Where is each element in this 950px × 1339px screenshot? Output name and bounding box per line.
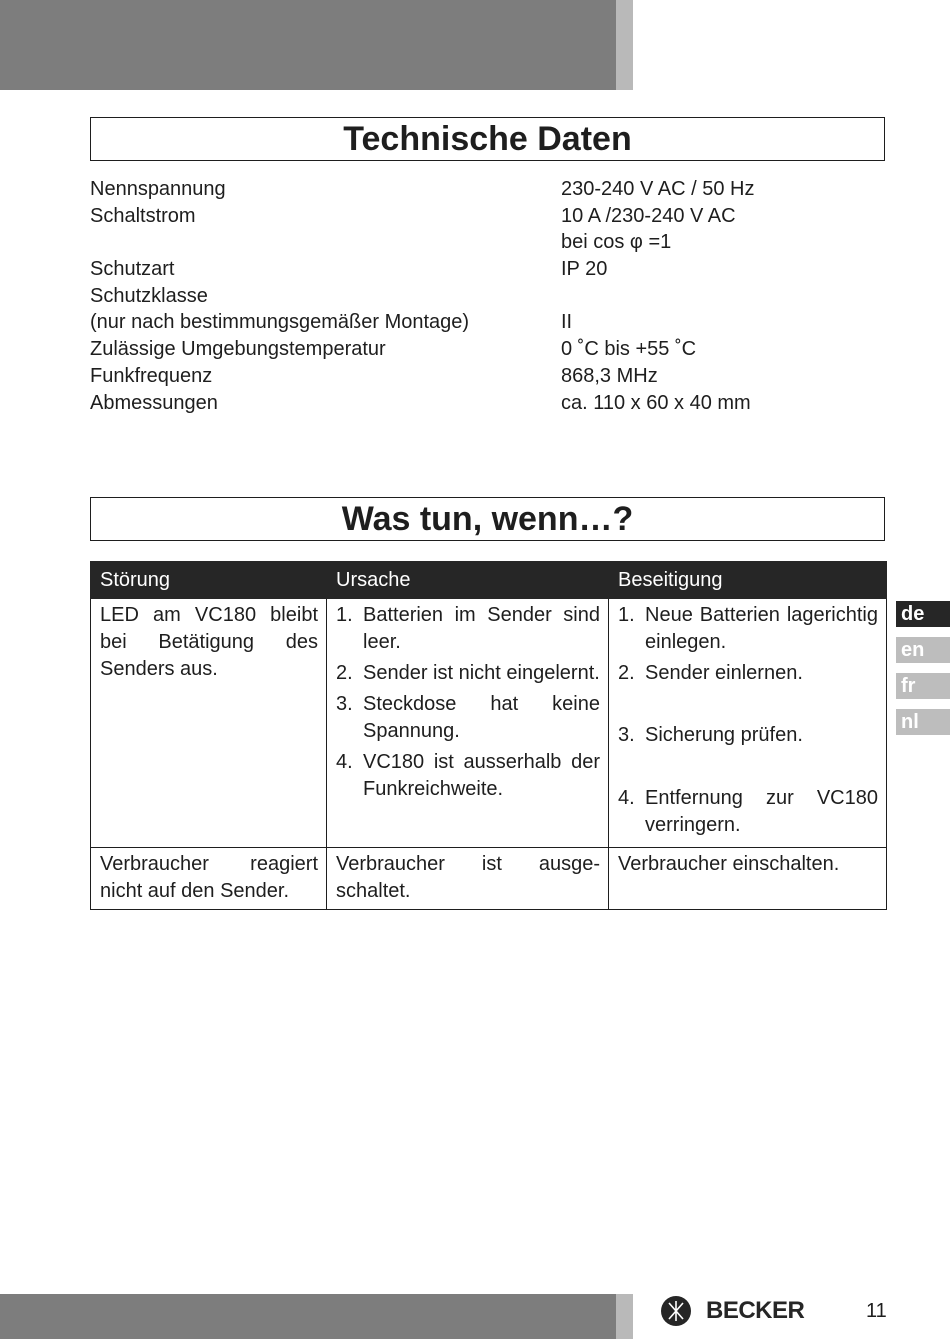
item-number: 3. [336, 693, 353, 715]
spec-value: II [561, 311, 573, 334]
problem-cell: LED am VC180 bleibt bei Betätigung des Senders aus. [91, 599, 327, 848]
item-number: 4. [336, 751, 353, 773]
spec-label: Funkfrequenz [90, 364, 213, 387]
language-tab-fr[interactable]: fr [896, 673, 950, 699]
spec-label: Schutzart [90, 258, 175, 281]
table-row [91, 848, 887, 910]
header-bar-accent [616, 0, 633, 90]
list-item [336, 660, 600, 687]
list-item [618, 722, 878, 749]
item-text: Sender einlernen. [645, 662, 803, 684]
language-tab-de[interactable]: de [896, 601, 950, 627]
list-item [618, 602, 878, 656]
item-number: 4. [618, 787, 635, 809]
footer-bar-accent [616, 1294, 633, 1339]
spec-label: (nur nach bestimmungsgemäßer Montage) [90, 311, 470, 334]
language-tabs [896, 601, 950, 745]
item-text: Steckdose hat keine Spannung. [363, 693, 600, 742]
spec-value: 868,3 MHz [561, 364, 658, 387]
spec-value: 10 A /230-240 V AC [561, 204, 736, 227]
column-header-cause: Ursache [327, 562, 609, 599]
list-item [336, 749, 600, 803]
spec-row [90, 390, 810, 417]
column-header-remedy: Beseitigung [609, 562, 887, 599]
language-tab-en[interactable]: en [896, 637, 950, 663]
table-row [91, 599, 887, 848]
item-text: Entfernung zur VC180 verringern. [645, 787, 878, 836]
list-item [618, 660, 878, 687]
item-number: 1. [336, 604, 353, 626]
spec-label: Schutzklasse [90, 284, 208, 307]
remedy-cell [609, 599, 887, 848]
list-item [336, 602, 600, 656]
spec-label [90, 229, 561, 256]
header-bar [0, 0, 616, 90]
spec-label: Abmessungen [90, 391, 218, 414]
spec-row [90, 203, 810, 230]
remedy-cell: Verbraucher einschalten. [609, 848, 887, 910]
becker-logo-icon [660, 1295, 692, 1327]
item-text: Sender ist nicht eingelernt. [363, 662, 600, 684]
spec-value: IP 20 [561, 258, 608, 281]
spec-label: Zulässige Umgebungstemperatur [90, 338, 386, 361]
list-item [618, 785, 878, 839]
table-header-row [91, 562, 887, 599]
item-text: VC180 ist ausserhalb der Funkreichweite. [363, 751, 600, 800]
spec-row [90, 176, 810, 203]
spec-row [90, 309, 810, 336]
spec-value: 230-240 V AC / 50 Hz [561, 178, 755, 200]
list-item [336, 691, 600, 745]
problem-cell: Verbraucher reagiert nicht auf den Sender. [91, 848, 327, 910]
spec-list [90, 176, 810, 416]
item-text: Sicherung prüfen. [645, 724, 803, 746]
remedy-list [618, 602, 878, 839]
cause-list [336, 602, 600, 803]
item-number: 2. [618, 662, 635, 684]
spec-value: bei cos φ =1 [561, 231, 672, 254]
spec-row [90, 283, 810, 310]
spec-label: Nennspannung [90, 178, 226, 200]
language-tab-nl[interactable]: nl [896, 709, 950, 735]
item-text: Batterien im Sender sind leer. [363, 604, 600, 653]
cause-cell [327, 599, 609, 848]
troubleshooting-table [90, 561, 887, 910]
brand-name: BECKER [706, 1297, 805, 1324]
spec-value: 0 ˚C bis +55 ˚C [561, 338, 697, 361]
spec-row [90, 229, 810, 256]
cause-cell: Verbraucher ist ausgeschaltet. [327, 848, 609, 910]
item-text: Neue Batterien lagerichtig einlegen. [645, 604, 878, 653]
brand-logo [660, 1293, 804, 1329]
item-number: 3. [618, 724, 635, 746]
section-title-troubleshooting: Was tun, wenn…? [90, 497, 885, 541]
column-header-problem: Störung [91, 562, 327, 599]
section-title-technical: Technische Daten [90, 117, 885, 161]
footer-bar [0, 1294, 616, 1339]
spec-row [90, 336, 810, 363]
spec-row [90, 363, 810, 390]
spec-value: ca. 110 x 60 x 40 mm [561, 391, 751, 414]
spec-label: Schaltstrom [90, 204, 196, 227]
page-number: 11 [866, 1300, 887, 1322]
item-number: 1. [618, 604, 635, 626]
spec-row [90, 256, 810, 283]
item-number: 2. [336, 662, 353, 684]
